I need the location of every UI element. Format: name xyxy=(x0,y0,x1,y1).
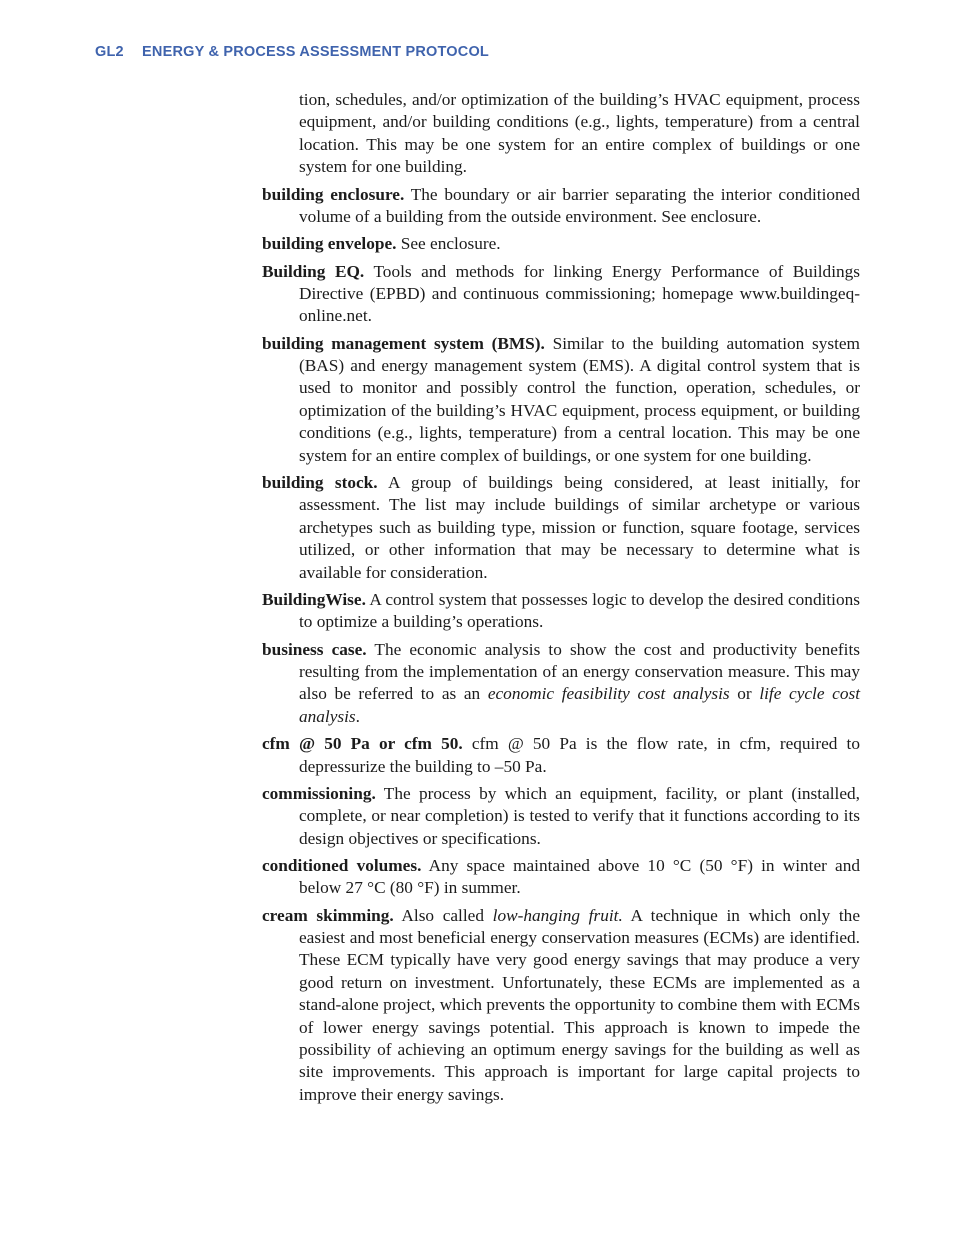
definition-text: A technique in which only the easiest and most beneficial energy conservation measures (ECMs) are identified. These ECM typically have very good energy savings that may produce a very good return on investment. Unfortunately, these ECMs are implemented as a stand-alone project, which prevents the opportunity to combine them with ECMs of lower energy savings potential. This approach is known to impede the possibility of achieving an optimum energy savings for the building as well as site improvements. This approach is important for large capital projects to improve their energy savings. xyxy=(299,905,860,1104)
glossary-term: cfm @ 50 Pa or cfm 50. xyxy=(262,734,463,754)
glossary-term: commissioning. xyxy=(262,783,376,803)
definition-text: The boundary or air barrier separating the interior conditioned volume of a building from the outside environment. See enclosure. xyxy=(299,184,860,226)
glossary-entry xyxy=(262,639,860,729)
glossary-term: building management system (BMS). xyxy=(262,333,545,353)
glossary-entry xyxy=(262,855,860,900)
definition-text: Similar to the building automation system (BAS) and energy management system (EMS). A digital control system that is used to monitor and possibly control the function, operation, schedules, or optimization of the building’s HVAC equipment, process equipment, or building conditions (e.g., lights, temperature) from a central location. This may be one system for an entire complex of buildings, or one system for one building. xyxy=(299,333,860,465)
glossary-body xyxy=(262,89,860,1111)
definition-italic-text: economic feasibility cost analysis xyxy=(487,684,730,704)
definition-text: A control system that possesses logic to develop the desired conditions to optimize a building’s operations. xyxy=(299,589,860,632)
glossary-entry-continued xyxy=(262,89,860,179)
definition-text: See enclosure. xyxy=(396,234,501,254)
page-number: GL2 xyxy=(95,44,124,60)
glossary-entry xyxy=(262,905,860,1107)
definition-text: Also called xyxy=(393,905,493,925)
glossary-term: Building EQ. xyxy=(262,261,365,281)
glossary-term: conditioned volumes. xyxy=(262,855,422,875)
glossary-entry xyxy=(262,733,860,778)
glossary-entry xyxy=(262,472,860,584)
glossary-term: BuildingWise. xyxy=(262,589,366,609)
running-header xyxy=(95,44,489,60)
definition-italic-text: low-hanging fruit. xyxy=(492,905,623,925)
glossary-entry xyxy=(262,333,860,467)
running-header-title: ENERGY & PROCESS ASSESSMENT PROTOCOL xyxy=(142,44,489,60)
definition-text: cfm @ 50 Pa is the flow rate, in cfm, required to depressurize the building to –50 Pa. xyxy=(299,734,860,776)
definition-text: The process by which an equipment, facility, or plant (installed, complete, or near completion) is tested to verify that it functions according to its design objectives or specifications. xyxy=(299,783,860,848)
definition-text: tion, schedules, and/or optimization of the building’s HVAC equipment, process equipment, and/or building conditions (e.g., lights, temperature) from a central location. This may be one system for an entire complex of buildings or one system for one building. xyxy=(299,90,860,177)
definition-text: . xyxy=(355,706,360,726)
glossary-term: building enclosure. xyxy=(262,184,405,204)
glossary-entry xyxy=(262,783,860,850)
glossary-term: building stock. xyxy=(262,472,378,492)
definition-text: Tools and methods for linking Energy Performance of Buildings Directive (EPBD) and continuous commissioning; homepage www.buildingeq-online.net. xyxy=(299,261,860,326)
glossary-entry xyxy=(262,233,860,255)
glossary-term: business case. xyxy=(262,639,367,659)
glossary-entry xyxy=(262,589,860,634)
definition-text: Any space maintained above 10 °C (50 °F) in winter and below 27 °C (80 °F) in summer. xyxy=(299,855,860,898)
glossary-entry xyxy=(262,261,860,328)
glossary-entry xyxy=(262,184,860,229)
definition-text: or xyxy=(729,684,760,704)
definition-text: The economic analysis to show the cost and productivity benefits resulting from the implementation of an energy conservation measure. This may also be referred to as an xyxy=(299,639,860,704)
glossary-term: building envelope. xyxy=(262,234,397,254)
definition-text: A group of buildings being considered, at least initially, for assessment. The list may include buildings of similar archetype or various archetypes such as building type, mission or function, square footage, services utilized, or other information that may be necessary to determine what is available for consideration. xyxy=(299,472,860,582)
definition-italic-text: life cycle cost analysis xyxy=(299,684,861,726)
glossary-term: cream skimming. xyxy=(262,905,394,925)
